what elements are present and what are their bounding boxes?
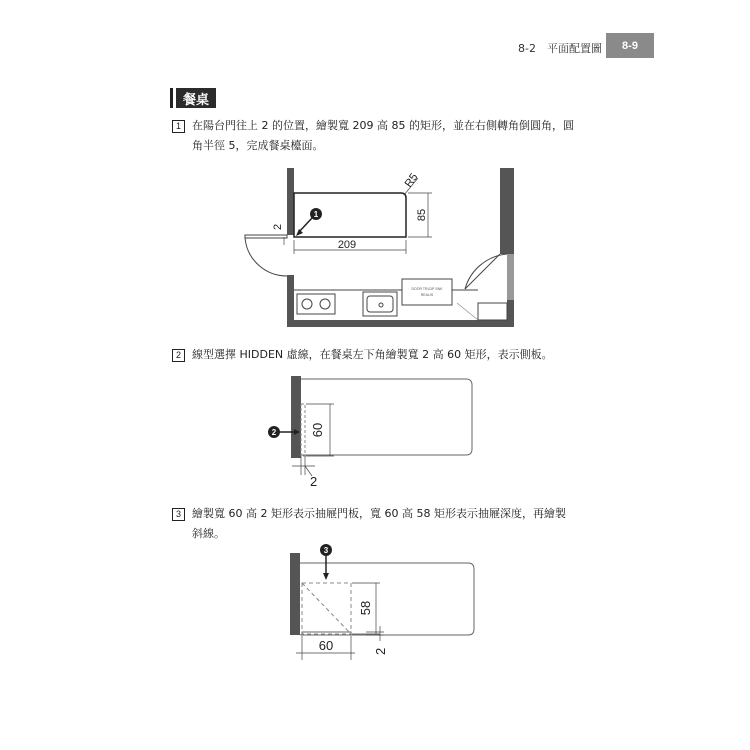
step-1-number: 1 [172,120,185,133]
dim-height-label: 85 [416,208,428,222]
fridge-label-1: DOOR TRLDP SNK [411,287,443,291]
dim-thickness-label: 2 [373,647,388,655]
wall-section [290,553,300,635]
callout-2-number: 2 [271,428,277,437]
step-3-number: 3 [172,508,185,521]
step-1-line-1: 在陽台門往上 2 的位置，繪製寬 209 高 85 的矩形，並在右側轉角倒圓角，圓 [192,119,574,132]
step-1-line-2: 角半徑 5，完成餐桌檯面。 [192,139,324,152]
dim-width-label: 209 [337,239,357,251]
callout-3-number: 3 [323,546,329,555]
dim-depth-label: 58 [358,600,373,616]
step-3-line-2: 斜線。 [192,527,225,540]
callout-1-number: 1 [313,210,319,219]
step-2-line-1: 線型選擇 HIDDEN 虛線，在餐桌左下角繪製寬 2 高 60 矩形，表示側板。 [192,348,553,361]
heading-label: 餐桌 [176,88,216,108]
step-3-line-1: 繪製寬 60 高 2 矩形表示抽屜門板，寬 60 高 58 矩形表示抽屜深度，再繪製 [192,507,566,520]
fridge-label-2: REALIS [420,293,434,297]
dim-height-label: 60 [310,422,325,438]
dim-offset-label: 2 [272,223,284,230]
dim-width-label: 2 [310,474,318,489]
step-2-number: 2 [172,349,185,362]
dim-width-label: 60 [318,638,334,653]
section-title: 8-2 平面配置圖 [518,42,602,55]
page-number-tab: 8-9 [606,33,654,58]
dim-radius-label: R5 [402,171,421,190]
